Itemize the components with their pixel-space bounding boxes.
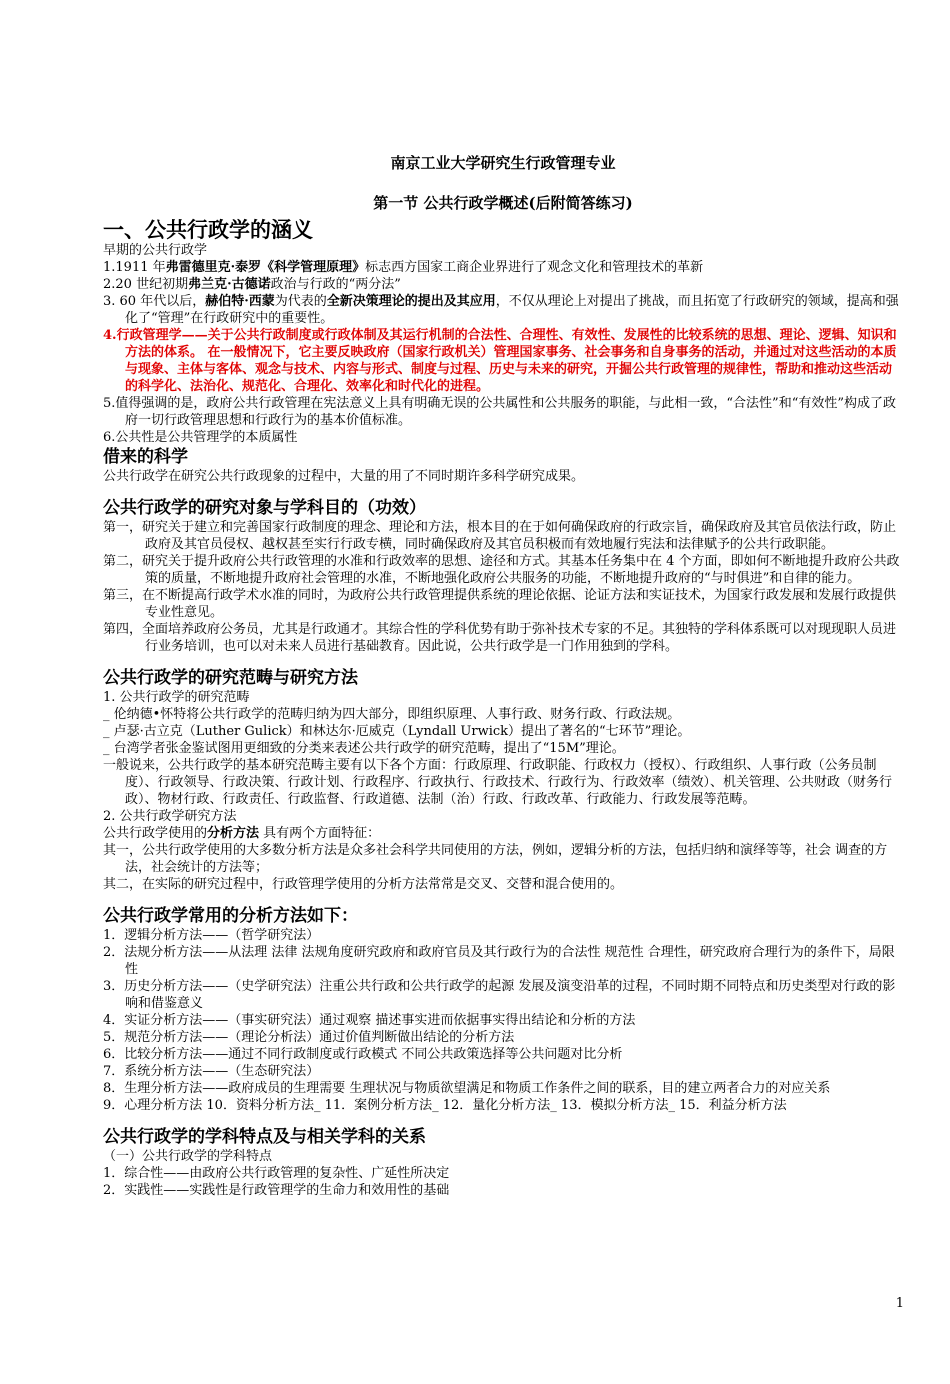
method-item-4: 4．实证分析方法——（事实研究法）通过观察 描述事实进而依据事实得出结论和分析的方法: [103, 1013, 636, 1028]
heading-research-scope: 公共行政学的研究范畴与研究方法: [103, 668, 358, 688]
scope-line-6: 2. 公共行政学研究方法: [103, 809, 237, 824]
method-item-3: 3．历史分析方法——（史学研究法）注重公共行政和公共行政学的起源 发展及演变沿革的过程，不同时期不同特点和历史类型对行政的影响和借鉴意义: [103, 979, 896, 1011]
section-title: 第一节 公共行政学概述(后附简答练习): [373, 194, 633, 212]
early-item-2: 2.20 世纪初期弗兰克·古德诺政治与行政的“两分法”: [103, 277, 401, 292]
scope-line-2: _ 伦纳德•怀特将公共行政学的范畴归纳为四大部分，即组织原理、人事行政、财务行政、行政法规。: [103, 707, 681, 722]
objects-item-2: 第二，研究关于提升政府公共行政管理的水准和行政效率的思想、途径和方式。其基本任务集中在 4 个方面，即如何不断地提升政府公共政策的质量，不断地提升政府社会管理的水准，不断地强化政府公共服务的功能，不断地提升政府的“与时俱进”和自律的能力。: [103, 554, 900, 586]
scope-line-7: 公共行政学使用的分析方法 具有两个方面特征：: [103, 826, 381, 841]
features-item-2: 1．综合性——由政府公共行政管理的复杂性、广延性所决定: [103, 1166, 450, 1181]
method-item-6: 6．比较分析方法——通过不同行政制度或行政模式 不同公共政策选择等公共问题对比分析: [103, 1047, 623, 1062]
borrowed-text: 公共行政学在研究公共行政现象的过程中，大量的用了不同时期许多科学研究成果。: [103, 469, 585, 484]
early-item-3: 3. 60 年代以后，赫伯特·西蒙为代表的全新决策理论的提出及其应用，不仅从理论上对提出了挑战，而且拓宽了行政研究的领域，提高和强化了“管理”在行政研究中的重要性。: [103, 294, 899, 326]
objects-item-4: 第四，全面培养政府公务员，尤其是行政通才。其综合性的学科优势有助于弥补技术专家的不足。其独特的学科体系既可以对现现职人员进行业务培训，也可以对未来人员进行基础教育。因此说，公共行政学是一门作用独到的学科。: [103, 622, 897, 654]
scope-line-5: 一般说来，公共行政学的基本研究范畴主要有以下各个方面：行政原理、行政职能、行政权力（授权）、行政组织、人事行政（公务员制度）、行政领导、行政决策、行政计划、行政程序、行政执行、行政技术、行政行为、行政效率（绩效）、机关管理、公共财政（财务行政）、物材行政、行政责任、行政监督、行政道德、法制（治）行政、行政改革、行政能力、行政发展等范畴。: [103, 758, 893, 807]
method-item-5: 5．规范分析方法——（理论分析法）通过价值判断做出结论的分析方法: [103, 1030, 515, 1045]
method-item-2: 2．法规分析方法——从法理 法律 法规角度研究政府和政府官员及其行政行为的合法性 规范性 合理性，研究政府合理行为的条件下，局限性: [103, 945, 895, 977]
objects-item-1: 第一，研究关于建立和完善国家行政制度的理念、理论和方法，根本目的在于如何确保政府的行政宗旨，确保政府及其官员依法行政，防止政府及其官员侵权、越权甚至实行行政专横，同时确保政府及其官员积极而有效地履行宪法和法律赋予的公共行政职能。: [103, 520, 897, 552]
method-item-7: 7．系统分析方法——（生态研究法）: [103, 1064, 320, 1079]
method-item-9: 9．心理分析方法 10．资料分析方法_ 11．案例分析方法_ 12．量化分析方法_ 13．模拟分析方法_ 15．利益分析方法: [103, 1098, 787, 1113]
early-item-4: 4.行政管理学——关于公共行政制度或行政体制及其运行机制的合法性、合理性、有效性、发展性的比较系统的思想、理论、逻辑、知识和方法的体系。 在一般情况下，它主要反映政府（国家行政机关）管理国家事务、社会事务和自身事务的活动，并通过对这些活动的本质与现象、主体与客体、观念与技术、内容与形式、制度与过程、历史与未来的研究，开掘公共行政管理的规律性，帮助和推动这些活动的科学化、法治化、规范化、合理化、效率化和时代化的进程。: [103, 328, 897, 394]
scope-line-9: 其二，在实际的研究过程中，行政管理学使用的分析方法常常是交叉、交替和混合使用的。: [103, 877, 624, 892]
document-title: 南京工业大学研究生行政管理专业: [390, 154, 616, 172]
heading-research-objects: 公共行政学的研究对象与学科目的（功效）: [103, 498, 426, 518]
features-item-3: 2．实践性——实践性是行政管理学的生命力和效用性的基础: [103, 1183, 450, 1198]
heading-discipline-features: 公共行政学的学科特点及与相关学科的关系: [103, 1127, 426, 1147]
early-item-1: 1.1911 年弗雷德里克·泰罗《科学管理原理》标志西方国家工商企业界进行了观念文化和管理技术的革新: [103, 260, 704, 275]
early-item-5: 5.值得强调的是，政府公共行政管理在宪法意义上具有明确无误的公共属性和公共服务的职能，与此相一致，“合法性”和“有效性”构成了政府一切行政管理思想和行政行为的基本价值标准。: [103, 396, 896, 428]
scope-line-4: _ 台湾学者张金鉴试图用更细致的分类来表述公共行政学的研究范畴，提出了“15M”理论。: [103, 741, 625, 756]
heading-borrowed-science: 借来的科学: [103, 447, 188, 467]
document-page: [103, 152, 903, 1199]
scope-line-3: _ 卢瑟·古立克（Luther Gulick）和林达尔·厄威克（Lyndall Urwick）提出了著名的“七环节”理论。: [103, 724, 691, 739]
features-item-1: （一）公共行政学的学科特点: [103, 1149, 273, 1164]
early-item-6: 6.公共性是公共管理学的本质属性: [103, 430, 298, 445]
objects-item-3: 第三，在不断提高行政学术水准的同时，为政府公共行政管理提供系统的理论依据、论证方法和实证技术，为国家行政发展和发展行政提供专业性意见。: [103, 588, 897, 620]
method-item-1: 1．逻辑分析方法——（哲学研究法）: [103, 928, 320, 943]
early-label: 早期的公共行政学: [103, 243, 208, 258]
method-item-8: 8．生理分析方法——政府成员的生理需要 生理状况与物质欲望满足和物质工作条件之间的联系，目的建立两者合力的对应关系: [103, 1081, 831, 1096]
heading-meaning: 一、公共行政学的涵义: [103, 218, 313, 242]
scope-line-8: 其一，公共行政学使用的大多数分析方法是众多社会科学共同使用的方法，例如，逻辑分析的方法，包括归纳和演绎等等，社会 调查的方法，社会统计的方法等；: [103, 843, 888, 875]
heading-analysis-methods: 公共行政学常用的分析方法如下：: [103, 906, 358, 926]
scope-line-1: 1. 公共行政学的研究范畴: [103, 690, 250, 705]
page-number: 1: [895, 1296, 904, 1311]
